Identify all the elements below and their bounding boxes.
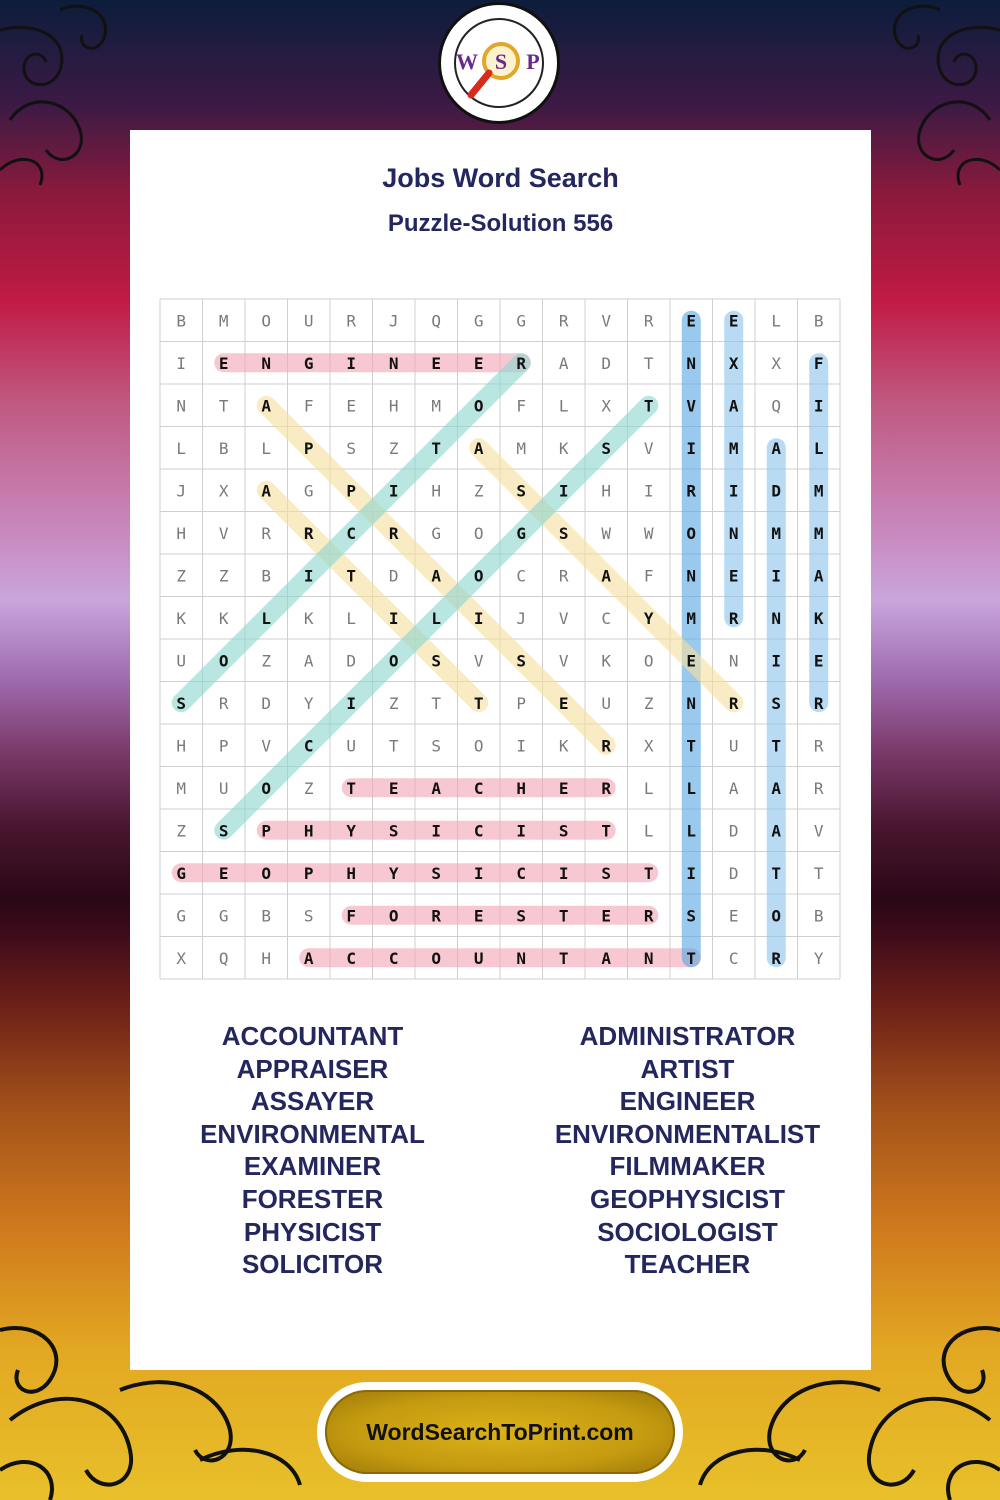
grid-cell: J xyxy=(176,481,187,501)
grid-cell: X xyxy=(176,948,187,968)
grid-cell: I xyxy=(473,863,484,883)
grid-cell: I xyxy=(771,566,782,586)
grid-cell: L xyxy=(643,821,654,841)
grid-cell: G xyxy=(516,311,527,331)
site-label[interactable]: WordSearchToPrint.com xyxy=(325,1390,675,1474)
grid-cell: S xyxy=(431,736,442,756)
grid-cell: S xyxy=(176,693,187,713)
word-list-item: ENVIRONMENTALIST xyxy=(554,1118,821,1149)
word-list-item: ENVIRONMENTAL xyxy=(200,1118,425,1149)
grid-cell: F xyxy=(516,396,527,416)
grid-cell: M xyxy=(686,608,697,628)
word-list-item: GEOPHYSICIST xyxy=(589,1183,786,1214)
grid-cell: F xyxy=(643,566,654,586)
grid-cell: D xyxy=(346,651,357,671)
grid-cell: R xyxy=(431,906,442,926)
grid-cell: V xyxy=(473,651,484,671)
grid-cell: C xyxy=(303,736,314,756)
grid-cell: R xyxy=(346,311,357,331)
grid-cell: M xyxy=(813,523,824,543)
grid-cell: N xyxy=(176,396,187,416)
grid-cell: E xyxy=(686,311,697,331)
word-list-item: SOLICITOR xyxy=(241,1249,384,1280)
grid-cell: R xyxy=(643,311,654,331)
grid-cell: E xyxy=(218,353,229,373)
grid-cell: S xyxy=(431,651,442,671)
grid-cell: L xyxy=(643,778,654,798)
grid-cell: C xyxy=(601,608,612,628)
grid-cell: E xyxy=(728,566,739,586)
grid-cell: D xyxy=(388,566,399,586)
grid-cell: E xyxy=(813,651,824,671)
grid-cell: K xyxy=(218,608,229,628)
grid-cell: U xyxy=(218,778,229,798)
grid-cell: C xyxy=(346,948,357,968)
grid-cell: R xyxy=(643,906,654,926)
grid-cell: I xyxy=(728,481,739,501)
grid-cell: X xyxy=(601,396,612,416)
grid-cell: T xyxy=(643,863,654,883)
grid-cell: I xyxy=(388,481,399,501)
grid-cell: A xyxy=(431,778,442,798)
grid-cell: Z xyxy=(261,651,272,671)
word-list-item: ADMINISTRATOR xyxy=(579,1021,796,1051)
page-subtitle: Puzzle-Solution 556 xyxy=(387,210,614,237)
grid-cell: Z xyxy=(388,693,399,713)
word-list-item: SOCIOLOGIST xyxy=(597,1216,778,1247)
grid-cell: S xyxy=(346,438,357,458)
grid-cell: B xyxy=(176,311,187,331)
grid-cell: P xyxy=(218,736,229,756)
grid-cell: Z xyxy=(218,566,229,586)
grid-cell: W xyxy=(643,523,654,543)
grid-cell: S xyxy=(218,821,229,841)
grid-cell: Z xyxy=(643,693,654,713)
grid-cell: R xyxy=(601,778,612,798)
grid-cell: T xyxy=(601,821,612,841)
grid-cell: I xyxy=(516,821,527,841)
grid-cell: C xyxy=(388,948,399,968)
grid-cell: B xyxy=(261,566,272,586)
word-search-grid xyxy=(130,130,871,1000)
grid-cell: K xyxy=(601,651,612,671)
grid-cell: M xyxy=(516,438,527,458)
grid-cell: A xyxy=(261,396,272,416)
grid-cell: Q xyxy=(771,396,782,416)
grid-cell: I xyxy=(346,693,357,713)
grid-cell: M xyxy=(813,481,824,501)
grid-cell: H xyxy=(431,481,442,501)
grid-cell: O xyxy=(431,948,442,968)
grid-cell: V xyxy=(601,311,612,331)
grid-cell: R xyxy=(303,523,314,543)
grid-cell: R xyxy=(601,736,612,756)
word-list-item: FORESTER xyxy=(241,1183,384,1214)
grid-cell: S xyxy=(601,863,612,883)
grid-cell: O xyxy=(261,311,272,331)
grid-cell: N xyxy=(643,948,654,968)
word-list-item: ENGINEER xyxy=(619,1086,756,1117)
grid-cell: R xyxy=(516,353,527,373)
grid-cell: I xyxy=(558,863,569,883)
puzzle-card xyxy=(130,130,871,1370)
grid-cell: Z xyxy=(388,438,399,458)
grid-cell: S xyxy=(686,906,697,926)
grid-cell: T xyxy=(346,778,357,798)
grid-cell: G xyxy=(303,353,314,373)
grid-cell: T xyxy=(558,948,569,968)
grid-cell: A xyxy=(473,438,484,458)
grid-cell: R xyxy=(558,566,569,586)
grid-cell: O xyxy=(686,523,697,543)
grid-cell: G xyxy=(303,481,314,501)
grid-cell: M xyxy=(771,523,782,543)
grid-cell: I xyxy=(303,566,314,586)
word-list-item: ARTIST xyxy=(640,1053,735,1084)
grid-cell: O xyxy=(388,651,399,671)
grid-cell: P xyxy=(261,821,272,841)
grid-cell: K xyxy=(813,608,824,628)
grid-cell: T xyxy=(473,693,484,713)
grid-cell: T xyxy=(643,396,654,416)
grid-cell: C xyxy=(516,566,527,586)
grid-cell: A xyxy=(601,566,612,586)
grid-cell: S xyxy=(303,906,314,926)
grid-cell: D xyxy=(261,693,272,713)
grid-cell: A xyxy=(813,566,824,586)
grid-cell: V xyxy=(218,523,229,543)
grid-cell: I xyxy=(516,736,527,756)
wsp-logo xyxy=(438,2,560,124)
grid-cell: S xyxy=(431,863,442,883)
grid-cell: Y xyxy=(303,693,314,713)
grid-cell: O xyxy=(473,566,484,586)
grid-cell: P xyxy=(303,863,314,883)
grid-cell: S xyxy=(388,821,399,841)
grid-cell: T xyxy=(346,566,357,586)
grid-cell: L xyxy=(558,396,569,416)
grid-cell: H xyxy=(388,396,399,416)
grid-cell: U xyxy=(473,948,484,968)
grid-cell: J xyxy=(516,608,527,628)
grid-cell: F xyxy=(346,906,357,926)
grid-cell: I xyxy=(686,863,697,883)
word-list-left xyxy=(150,1020,475,1281)
grid-cell: G xyxy=(473,311,484,331)
grid-cell: T xyxy=(431,693,442,713)
grid-cell: N xyxy=(261,353,272,373)
grid-cell: N xyxy=(771,608,782,628)
grid-cell: Z xyxy=(176,566,187,586)
grid-cell: K xyxy=(176,608,187,628)
grid-cell: G xyxy=(176,863,187,883)
grid-cell: E xyxy=(473,353,484,373)
grid-cell: W xyxy=(601,523,612,543)
grid-cell: N xyxy=(686,353,697,373)
grid-cell: T xyxy=(558,906,569,926)
grid-cell: O xyxy=(261,778,272,798)
top-left-ornament-icon xyxy=(0,0,130,200)
grid-cell: A xyxy=(771,821,782,841)
grid-cell: S xyxy=(601,438,612,458)
grid-cell: N xyxy=(728,523,739,543)
grid-cell: S xyxy=(771,693,782,713)
grid-cell: R xyxy=(813,693,824,713)
grid-cell: I xyxy=(388,608,399,628)
grid-cell: H xyxy=(176,736,187,756)
grid-cell: T xyxy=(771,863,782,883)
grid-cell: T xyxy=(813,863,824,883)
grid-cell: D xyxy=(728,821,739,841)
grid-cell: I xyxy=(346,353,357,373)
grid-cell: I xyxy=(176,353,187,373)
grid-cell: R xyxy=(686,481,697,501)
grid-cell: L xyxy=(261,608,272,628)
grid-cell: I xyxy=(431,821,442,841)
grid-cell: K xyxy=(558,736,569,756)
grid-cell: O xyxy=(261,863,272,883)
grid-cell: I xyxy=(771,651,782,671)
grid-cell: L xyxy=(431,608,442,628)
grid-cell: L xyxy=(176,438,187,458)
grid-cell: E xyxy=(431,353,442,373)
grid-cell: D xyxy=(771,481,782,501)
grid-cell: P xyxy=(303,438,314,458)
grid-cell: I xyxy=(686,438,697,458)
grid-cell: C xyxy=(728,948,739,968)
grid-cell: A xyxy=(558,353,569,373)
grid-cell: E xyxy=(601,906,612,926)
grid-cell: R xyxy=(218,693,229,713)
grid-cell: D xyxy=(728,863,739,883)
grid-cell: C xyxy=(346,523,357,543)
grid-cell: H xyxy=(303,821,314,841)
grid-cell: R xyxy=(388,523,399,543)
word-list-item: TEACHER xyxy=(624,1249,751,1280)
grid-cell: A xyxy=(601,948,612,968)
grid-cell: Y xyxy=(643,608,654,628)
grid-cell: L xyxy=(346,608,357,628)
word-list-item: APPRAISER xyxy=(236,1053,389,1084)
grid-cell: R xyxy=(261,523,272,543)
grid-cell: Z xyxy=(176,821,187,841)
grid-cell: L xyxy=(686,778,697,798)
grid-cell: O xyxy=(388,906,399,926)
grid-cell: N xyxy=(388,353,399,373)
grid-cell: R xyxy=(558,311,569,331)
grid-cell: A xyxy=(771,438,782,458)
grid-cell: X xyxy=(771,353,782,373)
grid-cell: U xyxy=(601,693,612,713)
grid-cell: V xyxy=(643,438,654,458)
grid-cell: I xyxy=(813,396,824,416)
grid-cell: S xyxy=(516,906,527,926)
grid-cell: S xyxy=(558,523,569,543)
grid-cell: T xyxy=(431,438,442,458)
grid-cell: T xyxy=(686,736,697,756)
page-title: Jobs Word Search xyxy=(382,163,619,193)
grid-cell: X xyxy=(218,481,229,501)
grid-cell: M xyxy=(218,311,229,331)
grid-cell: F xyxy=(813,353,824,373)
grid-cell: F xyxy=(303,396,314,416)
word-list-item: PHYSICIST xyxy=(243,1216,382,1247)
grid-cell: N xyxy=(686,566,697,586)
word-list-item: ASSAYER xyxy=(250,1086,375,1117)
grid-cell: U xyxy=(176,651,187,671)
logo-letter-p: P xyxy=(526,49,540,74)
grid-cell: I xyxy=(473,608,484,628)
grid-cell: I xyxy=(643,481,654,501)
grid-cell: X xyxy=(728,353,739,373)
grid-cell: H xyxy=(176,523,187,543)
grid-cell: G xyxy=(431,523,442,543)
grid-cell: E xyxy=(728,311,739,331)
grid-cell: N xyxy=(728,651,739,671)
grid-cell: N xyxy=(686,693,697,713)
grid-cell: T xyxy=(771,736,782,756)
grid-cell: B xyxy=(261,906,272,926)
grid-cell: O xyxy=(643,651,654,671)
logo-letter-s: S xyxy=(494,49,508,74)
grid-cell: L xyxy=(261,438,272,458)
grid-cell: A xyxy=(303,948,314,968)
grid-cell: Z xyxy=(303,778,314,798)
grid-cell: P xyxy=(346,481,357,501)
grid-cell: H xyxy=(346,863,357,883)
grid-cell: R xyxy=(813,778,824,798)
grid-cell: E xyxy=(686,651,697,671)
word-list-right xyxy=(525,1020,850,1281)
grid-cell: O xyxy=(771,906,782,926)
grid-cell: G xyxy=(176,906,187,926)
grid-cell: H xyxy=(261,948,272,968)
grid-cell: T xyxy=(218,396,229,416)
logo-letter-w: W xyxy=(456,49,478,74)
grid-cell: Q xyxy=(218,948,229,968)
grid-cell: T xyxy=(643,353,654,373)
grid-cell: C xyxy=(516,863,527,883)
grid-cell: R xyxy=(728,608,739,628)
grid-cell: A xyxy=(728,396,739,416)
grid-cell: A xyxy=(728,778,739,798)
grid-cell: Z xyxy=(473,481,484,501)
grid-cell: D xyxy=(601,353,612,373)
grid-cell: B xyxy=(813,906,824,926)
word-list-item: FILMMAKER xyxy=(609,1151,766,1182)
grid-cell: V xyxy=(813,821,824,841)
grid-cell: M xyxy=(431,396,442,416)
grid-cell: U xyxy=(346,736,357,756)
top-right-ornament-icon xyxy=(870,0,1000,200)
grid-cell: O xyxy=(473,396,484,416)
grid-cell: L xyxy=(686,821,697,841)
grid-cell: J xyxy=(388,311,399,331)
grid-cell: L xyxy=(813,438,824,458)
grid-cell: M xyxy=(728,438,739,458)
grid-cell: S xyxy=(558,821,569,841)
grid-cell: A xyxy=(771,778,782,798)
grid-cell: G xyxy=(516,523,527,543)
grid-cell: A xyxy=(303,651,314,671)
grid-cell: K xyxy=(303,608,314,628)
grid-cell: O xyxy=(473,523,484,543)
grid-cell: H xyxy=(601,481,612,501)
grid-cell: S xyxy=(516,651,527,671)
grid-cell: I xyxy=(558,481,569,501)
grid-cell: Y xyxy=(388,863,399,883)
grid-cell: C xyxy=(473,821,484,841)
grid-cell: Q xyxy=(431,311,442,331)
grid-cell: U xyxy=(303,311,314,331)
magnifier-icon xyxy=(441,5,557,121)
grid-cell: P xyxy=(516,693,527,713)
grid-cell: U xyxy=(728,736,739,756)
grid-cell: E xyxy=(473,906,484,926)
grid-cell: T xyxy=(388,736,399,756)
grid-cell: V xyxy=(558,651,569,671)
grid-cell: V xyxy=(261,736,272,756)
grid-cell: O xyxy=(218,651,229,671)
grid-cell: B xyxy=(813,311,824,331)
grid-cell: E xyxy=(728,906,739,926)
word-list-item: ACCOUNTANT xyxy=(221,1021,404,1051)
site-button[interactable] xyxy=(317,1382,683,1482)
grid-cell: B xyxy=(218,438,229,458)
grid-cell: O xyxy=(473,736,484,756)
grid-cell: V xyxy=(558,608,569,628)
grid-cell: Y xyxy=(346,821,357,841)
grid-cell: S xyxy=(516,481,527,501)
grid-cell: C xyxy=(473,778,484,798)
grid-cell: R xyxy=(728,693,739,713)
grid-cell: M xyxy=(176,778,187,798)
grid-cell: V xyxy=(686,396,697,416)
grid-cell: A xyxy=(431,566,442,586)
grid-cell: T xyxy=(686,948,697,968)
grid-cell: G xyxy=(218,906,229,926)
grid-cell: X xyxy=(643,736,654,756)
grid-cell: L xyxy=(771,311,782,331)
grid-cell: E xyxy=(388,778,399,798)
grid-cell: E xyxy=(558,693,569,713)
grid-cell: H xyxy=(516,778,527,798)
grid-cell: A xyxy=(261,481,272,501)
grid-cell: K xyxy=(558,438,569,458)
grid-cell: N xyxy=(516,948,527,968)
grid-cell: Y xyxy=(813,948,824,968)
grid-cell: R xyxy=(813,736,824,756)
grid-cell: E xyxy=(346,396,357,416)
grid-cell: E xyxy=(558,778,569,798)
word-list-item: EXAMINER xyxy=(243,1151,382,1182)
grid-cell: R xyxy=(771,948,782,968)
grid-cell: E xyxy=(218,863,229,883)
